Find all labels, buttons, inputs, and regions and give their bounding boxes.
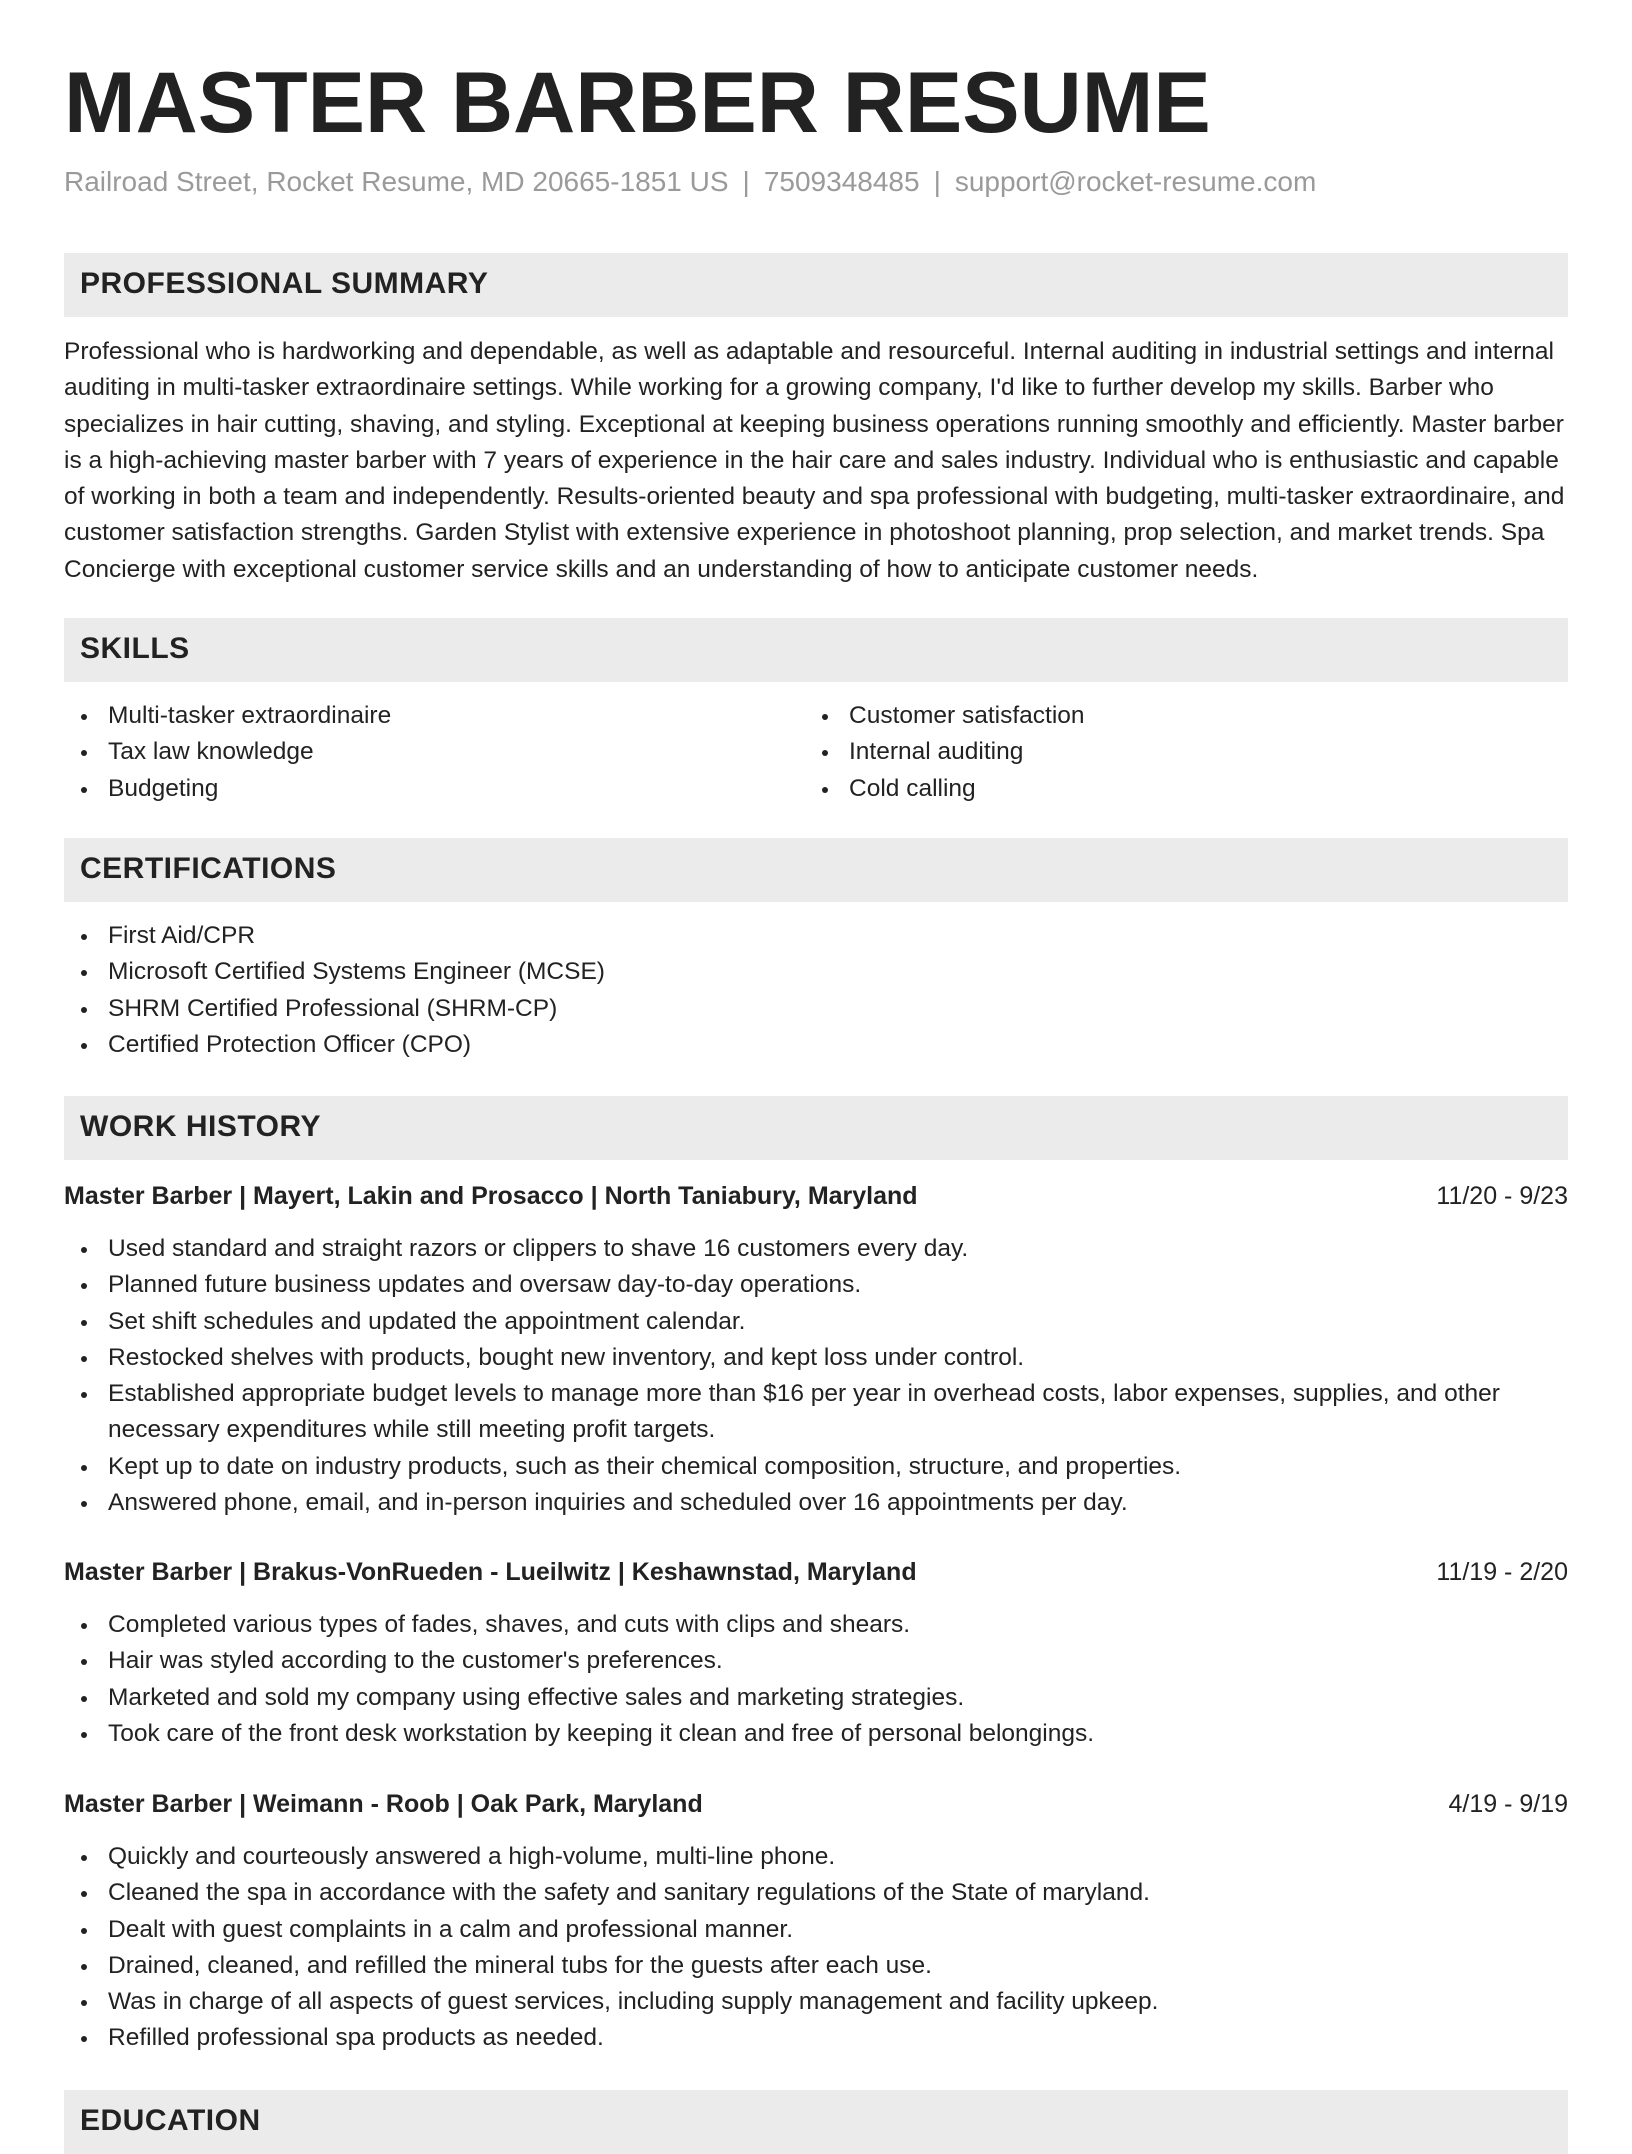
list-item: Refilled professional spa products as needed. [64,2020,1568,2056]
skills-section-header [64,618,1568,682]
job-bullets [64,1607,1568,1752]
summary-heading: PROFESSIONAL SUMMARY [80,267,489,300]
certifications-heading: CERTIFICATIONS [80,852,337,885]
skills-list-left [64,698,804,807]
job-header [64,1178,1568,1214]
list-item: Answered phone, email, and in-person inquiries and scheduled over 16 appointments per day. [64,1485,1568,1521]
list-item: Microsoft Certified Systems Engineer (MCSE) [64,954,1568,990]
list-item: Cleaned the spa in accordance with the safety and sanitary regulations of the State of maryland. [64,1875,1568,1911]
work-history-section-header [64,1096,1568,1160]
certifications-section-header [64,838,1568,902]
list-item: Customer satisfaction [805,698,1565,734]
list-item: Multi-tasker extraordinaire [64,698,804,734]
list-item: Set shift schedules and updated the appointment calendar. [64,1304,1568,1340]
list-item: Dealt with guest complaints in a calm and professional manner. [64,1912,1568,1948]
contact-email: support@rocket-resume.com [954,166,1317,197]
contact-address: Railroad Street, Rocket Resume, MD 20665-1851 US [64,166,729,197]
job-header [64,1554,1568,1590]
list-item: Restocked shelves with products, bought new inventory, and kept loss under control. [64,1340,1568,1376]
job-header [64,1786,1568,1822]
list-item: Internal auditing [805,734,1565,770]
summary-text: Professional who is hardworking and dependable, as well as adaptable and resourceful. Internal auditing in industrial settings and internal auditing in multi-tasker extraordinaire settings. While working for a growing company, I'd like to further develop my skills. Barber who specializes in hair cutting, shaving, and styling. Exceptional at keeping business operations running smoothly and efficiently. Master barber is a high-achieving master barber with 7 years of experience in the hair care and sales industry. Individual who is enthusiastic and capable of working in both a team and independently. Results-oriented beauty and spa professional with budgeting, multi-tasker extraordinaire, and customer satisfaction strengths. Garden Stylist with extensive experience in photoshoot planning, prop selection, and market trends. Spa Concierge with exceptional customer service skills and an understanding of how to anticipate customer needs. [64,338,1565,583]
list-item: Completed various types of fades, shaves, and cuts with clips and shears. [64,1607,1568,1643]
list-item: Quickly and courteously answered a high-volume, multi-line phone. [64,1839,1568,1875]
list-item: Kept up to date on industry products, such as their chemical composition, structure, and properties. [64,1449,1568,1485]
job-dates: 4/19 - 9/19 [1448,1790,1568,1818]
list-item: Certified Protection Officer (CPO) [64,1027,1568,1063]
list-item: Tax law knowledge [64,734,804,770]
education-section-header [64,2090,1568,2154]
list-item: First Aid/CPR [64,918,1568,954]
list-item: Used standard and straight razors or clippers to shave 16 customers every day. [64,1231,1568,1267]
job-title: Master Barber | Brakus-VonRueden - Lueilwitz | Keshawnstad, Maryland [64,1558,917,1586]
contact-separator: | [933,166,941,197]
list-item: SHRM Certified Professional (SHRM-CP) [64,991,1568,1027]
list-item: Hair was styled according to the customer's preferences. [64,1643,1568,1679]
job-bullets [64,1231,1568,1521]
job-title: Master Barber | Mayert, Lakin and Prosacco | North Taniabury, Maryland [64,1182,918,1210]
job-dates: 11/19 - 2/20 [1436,1558,1568,1586]
list-item: Established appropriate budget levels to manage more than $16 per year in overhead costs, labor expenses, supplies, and other necessary expenditures while still meeting profit targets. [64,1376,1568,1449]
list-item: Marketed and sold my company using effective sales and marketing strategies. [64,1680,1568,1716]
education-heading: EDUCATION [80,2104,261,2137]
list-item: Planned future business updates and oversaw day-to-day operations. [64,1267,1568,1303]
skills-list-right [805,698,1565,807]
job-bullets [64,1839,1568,2057]
contact-separator: | [742,166,750,197]
certifications-list [64,918,1568,1063]
skills-heading: SKILLS [80,632,190,665]
job-dates: 11/20 - 9/23 [1436,1182,1568,1210]
contact-phone: 7509348485 [763,166,920,197]
job-title: Master Barber | Weimann - Roob | Oak Park, Maryland [64,1790,703,1818]
list-item: Drained, cleaned, and refilled the mineral tubs for the guests after each use. [64,1948,1568,1984]
contact-line [64,166,1316,198]
list-item: Cold calling [805,771,1565,807]
list-item: Budgeting [64,771,804,807]
resume-title: MASTER BARBER RESUME [64,55,1211,151]
list-item: Was in charge of all aspects of guest services, including supply management and facility upkeep. [64,1984,1568,2020]
list-item: Took care of the front desk workstation by keeping it clean and free of personal belongings. [64,1716,1568,1752]
work-history-heading: WORK HISTORY [80,1110,322,1143]
summary-section-header [64,253,1568,317]
